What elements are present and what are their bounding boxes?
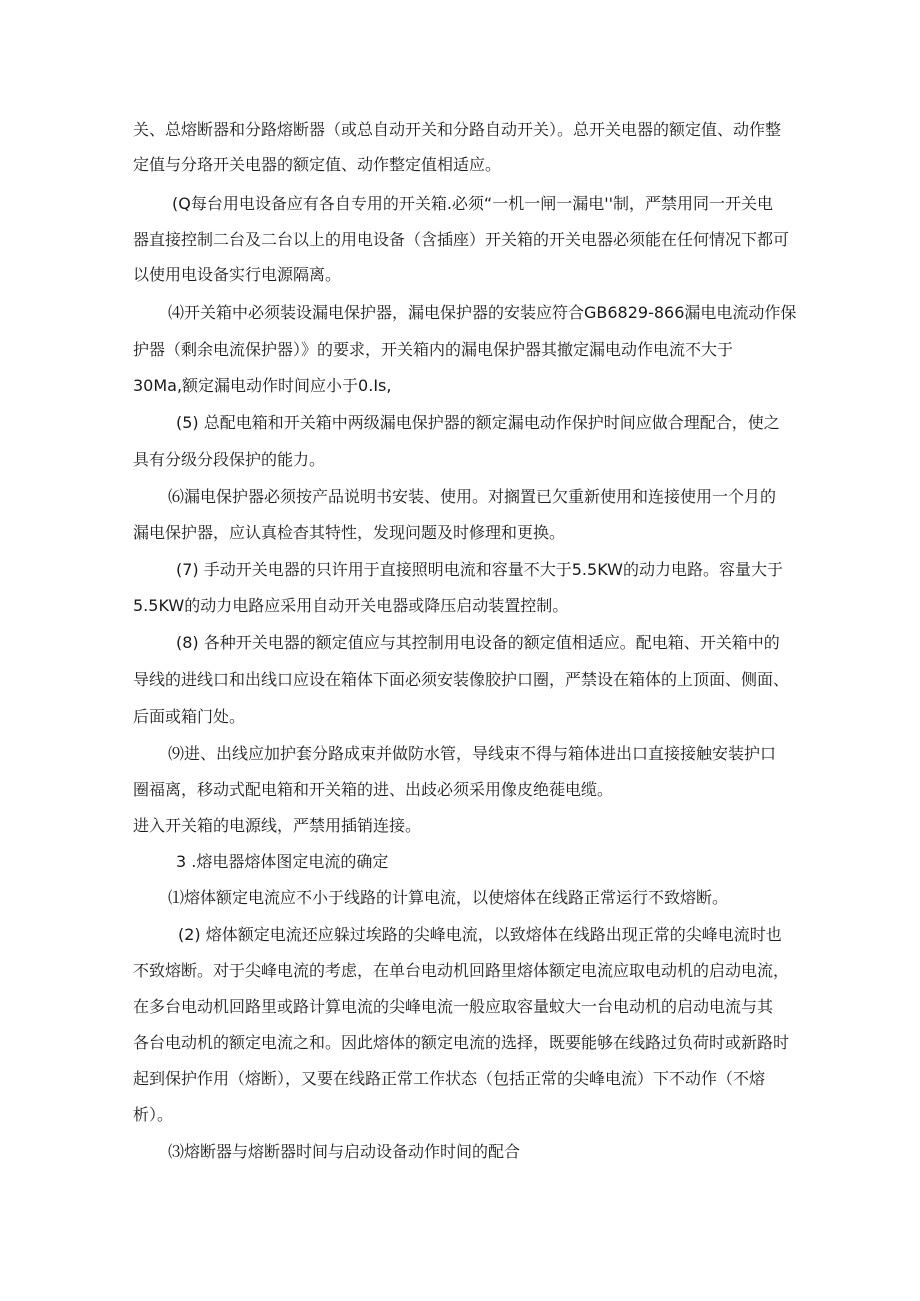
text-line: 5.5KW的动力电路应采用自动开关电器或降压启动装置控制。 xyxy=(133,596,569,615)
text-line: 进入开关箱的电源线，严禁用插销连接。 xyxy=(133,816,422,835)
text-line: 护器（剩余电流保护器）》的要求，开关箱内的漏电保护器其撤定漏电动作电流不大于 xyxy=(133,340,734,359)
text-line: (5) 总配电箱和开关箱中两级漏电保护器的额定漏电动作保护时间应做合理配合，使之 xyxy=(176,413,780,432)
text-line: ⑶熔断器与熔断器时间与启动设备动作时间的配合 xyxy=(168,1142,521,1161)
text-line: (Q每台用电设备应有各自专用的开关箱.必须“一机一闸一漏电''制，严禁用同一开关电 xyxy=(172,194,774,213)
text-line: 各台电动机的额定电流之和。因此熔体的额定电流的选择，既要能够在线路过负荷时或新路时 xyxy=(133,1033,790,1052)
section-heading: 3 .熔电器熔体图定电流的确定 xyxy=(176,852,389,871)
text-line: 关、总熔断器和分路熔断器（或总自动开关和分路自动开关）。总开关电器的额定值、动作整 xyxy=(133,120,782,139)
text-line: (7) 手动开关电器的只许用于直接照明电流和容量不大于5.5KW的动力电路。容量大于 xyxy=(176,560,783,579)
text-line: 定值与分珞开关电器的额定值、动作整定值相适应。 xyxy=(133,155,502,174)
text-line: 具有分级分段保护的能力。 xyxy=(133,450,326,469)
text-line: ⑷开关箱中必须装设漏电保护器，漏电保护器的安装应符合GB6829-866漏电电流动作保 xyxy=(168,303,797,322)
text-line: 以使用电设备实行电源隔离。 xyxy=(133,265,342,284)
text-line: 器直接控制二台及二台以上的用电设备（含插座）开关箱的开关电器必须能在任何情况下都可 xyxy=(133,230,790,249)
text-line: ⑹漏电保护器必须按产品说明书安装、使用。对搁置已欠重新使用和连接使用一个月的 xyxy=(168,487,777,506)
text-line: 漏电保护器，应认真检杳其特性，发现问题及时修理和更换。 xyxy=(133,523,566,542)
text-line: 析）。 xyxy=(133,1105,174,1124)
text-line: ⑴熔体额定电流应不小于线路的计算电流，以使熔体在线路正常运行不致熔断。 xyxy=(168,888,729,907)
text-line: 30Ma,额定漏电动作时间应小于0.Is, xyxy=(133,376,392,395)
text-line: (2) 熔体额定电流还应躲过埃路的尖峰电流，以致熔体在线路出现正常的尖峰电流时也 xyxy=(178,925,782,944)
text-line: (8) 各种开关电器的额定值应与其控制用电设备的额定值相适应。配电箱、开关箱中的 xyxy=(176,633,780,652)
text-line: 起到保护作用（熔断），又要在线路正常工作状态（包括正常的尖峰电流）下不动作（不熔 xyxy=(133,1069,766,1088)
text-line: 导线的进线口和出线口应设在箱体下面必须安装像胶护口圈，严禁设在箱体的上顶面、侧面、 xyxy=(133,670,790,689)
text-line: 圈福离，移动式配电箱和开关箱的进、出歧必须采用像皮绝蓰电缆。 xyxy=(133,780,614,799)
text-line: ⑼进、出线应加护套分路成束并做防水管，导线束不得与箱体进出口直接接触安装护口 xyxy=(168,744,777,763)
text-line: 后面或箱门处。 xyxy=(133,707,246,726)
text-line: 不致熔断。对于尖峰电流的考虑，在单台电动机回路里熔体额定电流应取电动机的启动电流， xyxy=(133,961,790,980)
text-line: 在多台电动机回路里或路计算电流的尖峰电流一般应取容量蚊大一台电动机的启动电流与其 xyxy=(133,997,774,1016)
